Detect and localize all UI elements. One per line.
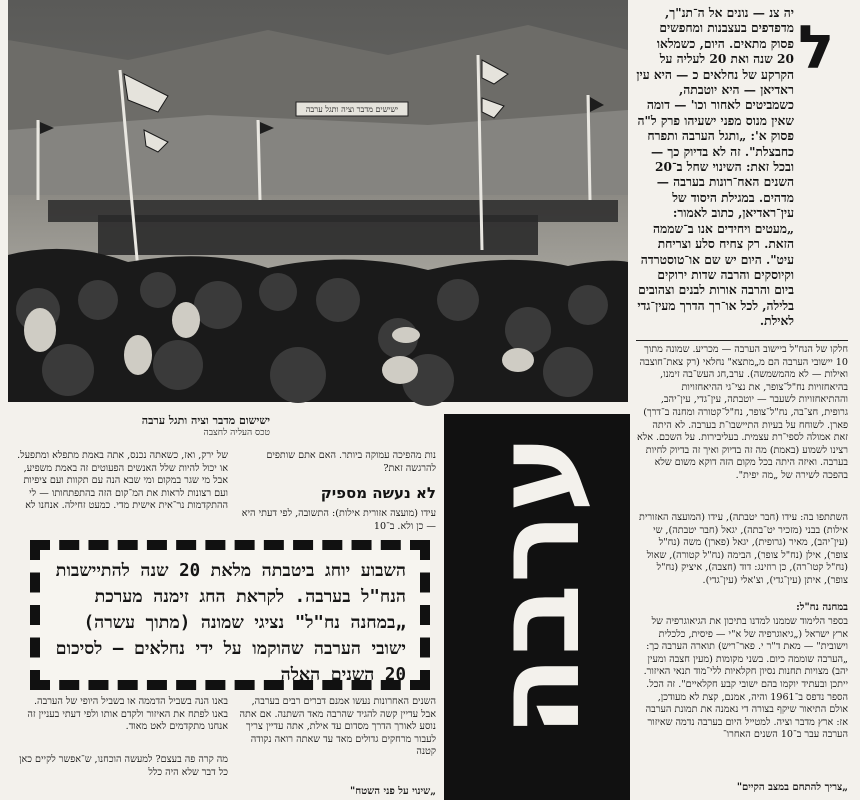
left-body-2: באנו הנה בשביל הדממה או בשביל היופי של הערבה. באנו לפתח את האיזור ולקדם אותו ולפי דעתי בעניין זה אנחנו מתקדמים לאט מאוד.: [27, 696, 228, 733]
subhead-status-quo: „צריך להתחם במצב הקיים": [736, 782, 848, 793]
photo-banner-text: ישישים מדבר וציה ותגל ערבה: [305, 105, 399, 114]
headline-not-enough: לא נעשה מספיק: [320, 484, 436, 502]
intro-paragraph: יה צנ — נונים אל ה־תנ"ך, מדפדפים בעצבנות ומחפשים פסוק מתאים. היום, כשמלאו 20 שנה ואת 20 לעליה על הקרקע של נחלאים כ — היא עין ראדיאן — היא יוטבתה, כשמביטים לאחור וכו' — דומה שאין מנוס מפני ישעיהו פרק ל"ה פסוק א': „ותגל הערבה ותפרח כחבצלת". זה לא בדיוק כך — ובכל זאת: השינוי שחל ב־20 השנים האח־רונות בערבה — מדהים. במגילת היסוד של עין־ראדיאן, כתוב לאמור: „מעטים ויחידים אנו ב־שממה הזאת. רק צחיח סלע וצריחת עיט". היום יש שם או־טוסטרדה וקיוסקים והרבה שדות ירוקים ביום והרבה אורות לבנים וצהובים בלילה, לכל או־רך הדרך מעין־גדי לאילת.: [636, 6, 794, 329]
middle-body-1: עידו (מועצה אזורית אילות): התשובה, לפי דעתי היא — כן ולא. ב־10: [241, 508, 436, 532]
ceremony-photo: [8, 0, 628, 402]
announcement-box: [30, 540, 430, 690]
announcement-text: השבוע יוחג ביטבתה מלאת 20 שנה להתיישבות הנח"ל בערבה. לקראת החג זימנה מערכת „במחנה נח"ל" נציגי שמונה (מתוך עשרה) ישובי הערבה שהוקמו על ידי נחלאים — לסיכום 20 השנים האלה: [55, 561, 406, 685]
intro-paragraph-end: [636, 306, 848, 338]
subhead-change-on-ground: „שינוי על פני השטח": [350, 786, 436, 797]
body-paragraph-1: חלקו של הנח"ל ביישוב הערבה — מכריע. שמונה מתוך 10 יישובי הערבה הם מ„מתצא" נחלאי (רק צאת־חוצבה ואילות — לא מהמשמשה). ערב,חג העש־בה זימנו, בהיאחזויות נח"ל־צופר, את נצי־גי ההיאחזויות וההתיאחזויות לשעבר — יוטבתה, עין־גדי, עין־יהב, גרופית, חצ־בה, נח"ל־צופר, נח"ל־קטורה ומחנה ב־דרך) פארן. לשוחח על בעיות התיישבו־ת בערבה. לא היתה זאת אמולה לספי־רת עצמית. בעליבירות. על השכם. אלא רצינו לשמוע (באמת) מה זה בדיוק ואיך זה בדיוק לחיות בערבה. ואיזה היתה בכל מקום הזה דוקא משום שלא בהפכה לשירה של „מה יפית".: [636, 344, 848, 481]
banner-word: ערבה: [468, 434, 606, 737]
left-body-1: של ירק, ואז, כשאתה נכנס, אתה באמת מתפלא ומתפעל. או יכול להיות שלל האנשים הפעוטים זה באמת משפיע, אבל מי שגר במקום ומי שבא הנה עם תקוות ועם ציפיות ועם רצונות לראות את המ־קום הזה בהתפתחותו — לי ההתקדמות נר־אית אישית מדי. כמעט זחילה. אנחנו לא: [17, 450, 228, 512]
participants-paragraph: השתתפו בה: עידו (חבר יטבתה), עידו (המועצה האזורית אילות) בבני (מזכיר יט־בתה), יגאל (חבר יטבתה), שי (עין־יהב), מאיר (גרופית), יגאל (פארן) משה (נח"ל צופר), אילן (נח"ל צופר), הבימה (נח"ל קטורה), שאול (נח"ל קטו־רה), כן רוזינג: דוד (חצבה), איציק (נח"ל צופר), איתן (עין־גדי), וצ'אלי (עין־גדי).: [639, 512, 848, 586]
column-rule: [636, 340, 848, 341]
dropcap-letter: ל: [798, 13, 835, 83]
middle-body-top: נות מהפיכה עמוקה ביותר. האם אתם שותפים להרגשה זאת?: [266, 450, 436, 474]
ceremony-photo-graphic: [8, 0, 628, 402]
section-banner: [444, 414, 630, 800]
photo-caption: ישישום מדבר וציה ותגל ערבה: [141, 414, 270, 427]
body-paragraph-3: בספר הלימוד שממנו למדנו בתיכון את הגיאוגרפיה של ארץ ישראל („גיאוגרפיה של א"י — פיסית, כלכלית וישובית" — מאת ד"ר י. פאר־ריש) תוארה הערבה כך: „הערבה שוממה כיום. בשני מקומות (מעין חצבה ומעין יהב) מצויות תחנות נסיון חקלאיות ללי־מוד תנאי האיזור. ייתכן ובעתיד יוקמו בהם ישובי קבע חקלאיים". זה הכל. הספר נדפס ב־1961 והיה, אמנם, קצת לא מעודכן, אולם התיאור שיקף בצורה די נאמנה את תמונת הערבה אז: ארץ מדבר וציה. למטייל היום בערבה נדמה שאיזור הערבה עבר ב־10 השנים האחרו־: [643, 616, 848, 741]
middle-body-2: השנים האחרונות נעשו אמנם דברים רבים בערבה, אבל עדיין קשה להגיד שהרבה מאד השתנה. אם אתה נוסע לאורך הדרך מסדום עד אילת, אתה עדיין צריך לעבור מרחקים גדולים מאד עד שאתה רואה נקודה קטנה: [239, 696, 436, 758]
left-body-3: מה קרה פה בעצם? למעשה הוכחנו, ש־אפשר לקיים כאן כל דבר שלא היה כלל: [19, 754, 228, 778]
photo-credit: טכס העליה לחצבה: [203, 428, 270, 438]
subhead-nahal-camp: במחנה נח"ל:: [796, 602, 848, 613]
